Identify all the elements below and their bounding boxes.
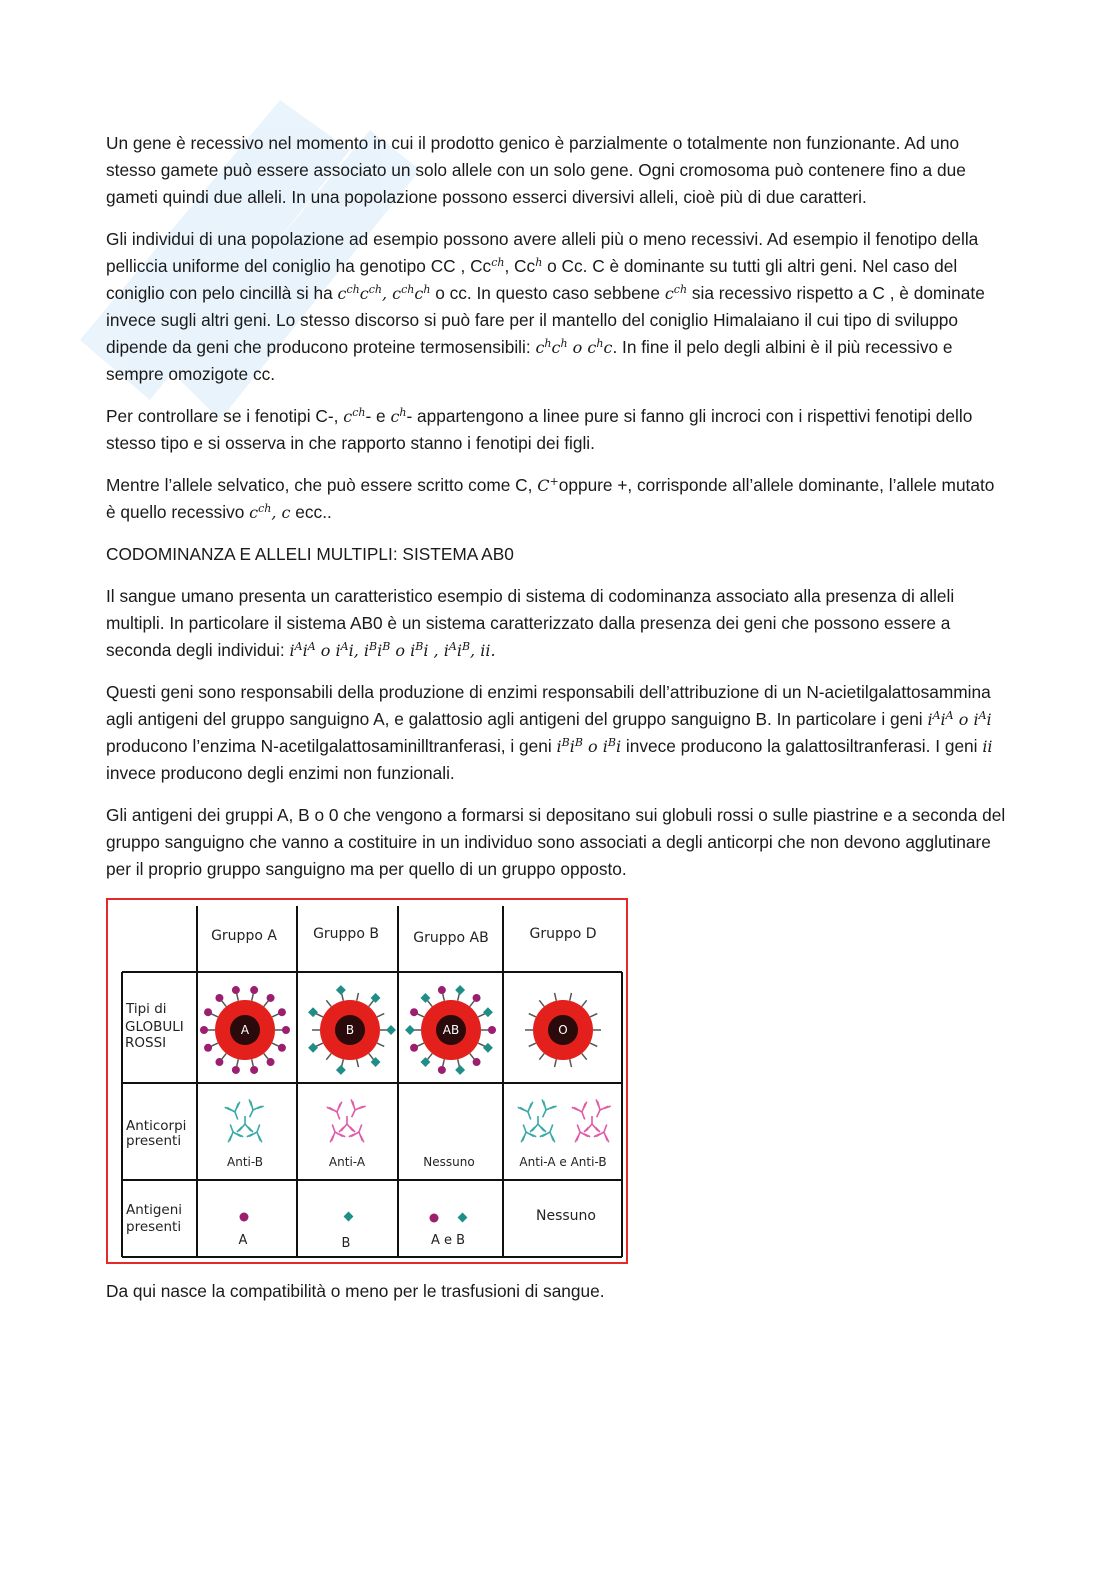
row-header-anticorpi-2: presenti (126, 1133, 182, 1149)
col-header-b: Gruppo B (313, 926, 379, 942)
antibody-icon (237, 1116, 253, 1132)
paragraph-ab0-system: Il sangue umano presenta un caratteristico esempio di sistema di codominanza associato alla presenza di alleli multipli. In particolare il sistema AB0 è un sistema caratterizzato dalla presenza dei geni che possono essere a seconda degli individui: $i^Ai^A$ o $i^Ai$, $i^Bi^B$ o $i^Bi$ , $i^Ai^B$, ii. (106, 586, 955, 660)
antigen-a-icon (240, 1213, 249, 1222)
antibody-icon (572, 1102, 593, 1123)
antigen-label-none: Nessuno (536, 1208, 596, 1224)
antibody-icon (327, 1102, 348, 1123)
section-heading: CODOMINANZA E ALLELI MULTIPLI: SISTEMA AB0 (106, 544, 514, 564)
cell-label-ab: AB (442, 1023, 460, 1037)
document-body (106, 130, 1006, 1320)
paragraph-recessive-gene: Un gene è recessivo nel momento in cui il prodotto genico è parzialmente o totalmente non funzionante. Ad uno stesso gamete può essere associato un solo allele con un solo gene. Ogni cromosoma può contenere fino a due gameti quindi due alleli. In una popolazione possono esserci diversivi alleli, cioè più di due caratteri. (106, 133, 966, 207)
row-header-globuli-1: Tipi di (126, 1001, 167, 1017)
cell-label-o: O (558, 1023, 568, 1037)
row-header-antigeni-2: presenti (126, 1219, 182, 1235)
paragraph-rabbit-alleles: Gli individui di una popolazione ad esempio possono avere alleli più o meno recessivi. Ad esempio il fenotipo della pelliccia uniforme del coniglio ha genotipo CC , $Cc^{ch}$, Cc$^h$ o Cc. C è dominante su tutti gli altri geni. Nel caso del coniglio con pelo cincillà si ha $c^{ch}c^{ch}$, $c^{ch}c^h$ o cc. In questo caso sebbene $c^{ch}$ sia recessivo rispetto a C , è dominate invece sugli altri geni. Lo stesso discorso si può fare per il mantello del coniglio Himalaiano il cui tipo di sviluppo dipende da geni che producono proteine termosensibili: $c^hc^h$ o $c^hc$. In fine il pelo degli albini è il più recessivo e sempre omozigote cc. (106, 229, 985, 384)
col-header-ab: Gruppo AB (413, 930, 489, 946)
antibody-label-anti-b: Anti-B (227, 1155, 263, 1169)
antibody-icon (518, 1102, 539, 1123)
figure-caption: Da qui nasce la compatibilità o meno per le trasfusioni di sangue. (106, 1281, 605, 1301)
row-header-globuli-2: GLOBULI (125, 1019, 184, 1035)
antigen-b-icon (458, 1213, 468, 1223)
antigen-b-icon (344, 1212, 354, 1222)
paragraph-antigens: Gli antigeni dei gruppi A, B o 0 che vengono a formarsi si depositano sui globuli rossi o sulle piastrine e a seconda del gruppo sanguigno che vanno a costituire in un individuo sono associati a degli anticorpi che non devono agglutinare per il proprio gruppo sanguigno ma per quello di un gruppo opposto. (106, 805, 1006, 879)
antigen-label-b: B (341, 1236, 351, 1251)
antibody-icon (225, 1102, 246, 1123)
blood-group-figure (106, 898, 628, 1264)
antigen-a-icon (430, 1214, 439, 1223)
antibody-label-none: Nessuno (423, 1155, 475, 1169)
antibody-icon (584, 1116, 600, 1132)
paragraph-pure-lines: Per controllare se i fenotipi C-, $c^{ch}-$ e $c^h-$ appartengono a linee pure si fanno gli incroci con i rispettivi fenotipi dello stesso tipo e si osserva in che rapporto stanno i fenotipi dei figli. (106, 406, 973, 453)
antibody-icon (349, 1122, 370, 1143)
paragraph-enzymes: Questi geni sono responsabili della produzione di enzimi responsabili dell’attribuzione di un N-acietilgalattosammina agli antigeni del gruppo sanguigno A, e galattosio agli antigeni del gruppo sanguigno B. In particolare i geni $i^Ai^A$ o $i^Ai$ producono l’enzima N-acetilgalattosaminilltranferasi, i geni $i^Bi^B$ o $i^Bi$ invece producono la galattosiltranferasi. I geni ii invece producono degli enzimi non funzionali. (106, 682, 993, 783)
cell-label-b: B (345, 1023, 355, 1037)
antigen-label-a: A (238, 1233, 248, 1248)
antibody-icon (594, 1122, 615, 1143)
antibody-icon (247, 1122, 268, 1143)
antibody-icon (339, 1116, 355, 1132)
row-header-antigeni-1: Antigeni (126, 1202, 183, 1218)
antibody-label-anti-a: Anti-A (328, 1155, 366, 1169)
row-header-anticorpi-1: Anticorpi (126, 1118, 187, 1134)
blood-group-table (108, 900, 626, 1262)
antibody-icon (325, 1122, 346, 1143)
antibody-icon (570, 1122, 591, 1143)
antigen-label-ab: A e B (430, 1233, 466, 1248)
paragraph-wild-allele: Mentre l’allele selvatico, che può essere scritto come C, C+oppure +, corrisponde all’allele dominante, l’allele mutato è quello recessivo $c^{ch}$, c ecc.. (106, 475, 995, 522)
antibody-icon (530, 1116, 546, 1132)
cell-label-a: A (240, 1023, 250, 1037)
antibody-icon (540, 1122, 561, 1143)
row-header-globuli-3: ROSSI (125, 1035, 167, 1051)
antibody-label-anti-a-b: Anti-A e Anti-B (519, 1155, 607, 1169)
col-header-d: Gruppo D (529, 926, 597, 942)
col-header-a: Gruppo A (211, 928, 277, 944)
antibody-icon (516, 1122, 537, 1143)
antibody-icon (223, 1122, 244, 1143)
